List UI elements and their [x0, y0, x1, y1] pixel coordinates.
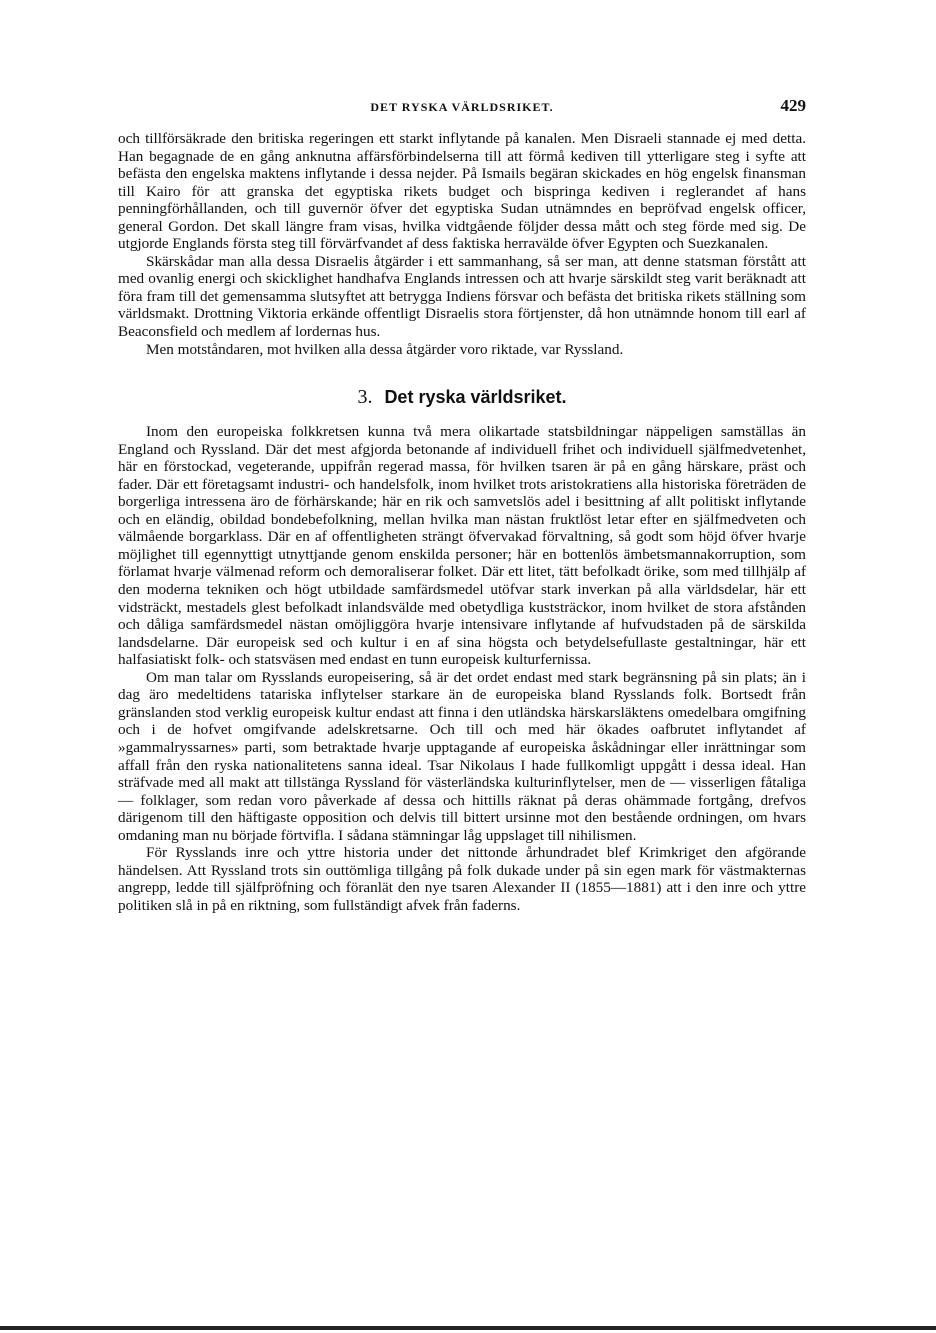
paragraph: Inom den europeiska folkkretsen kunna två mera olikartade statsbildningar näppeligen samställas än England och Ryssland. Där det mest afgjorda betonande af individuell frihet och individuell själfmedvetenhet, här en förstockad, vegeterande, uppifrån regerad massa, för hvilken tsaren är på en gång härskare, präst och fader. Där ett företagsamt industri- och handelsfolk, inom hvilket trots aristokratiens alla historiska företräden de borgerliga intressena äro de förhärskande; här en rik och samvetslös adel i besittning af allt politiskt inflytande och en eländig, obildad bondebefolkning, mellan hvilka man nästan fruktlöst letar efter en själfmedveten och välmående borgarklass. Där en af offentligheten strängt öfvervakad förvaltning, så godt som höjd öfver hvarje möjlighet till egennyttigt utnyttjande genom enskilda personer; här en bottenlös ämbetsmannakorruption, som förlamat hvarje välmenad reform och demoraliserar folket. Där ett litet, tätt befolkadt örike, som med tillhjälp af den moderna tekniken och högt utbildade samfärdsmedel utöfvar stark inverkan på alla världsdelar, här ett vidsträckt, mestadels glest befolkadt inlandsvälde med obetydliga kuststräckor, inom hvilket de stora afstånden och dåliga samfärdsmedel nästan omöjliggöra hvarje intensivare inflytande af hufvudstaden på de särskilda landsdelarne. Där europeisk sed och kultur i en af sina högsta och betydelsefullaste gestaltningar, här ett halfasiatiskt folk- och statsväsen med endast en tunn europeisk kulturfernissa.: [118, 423, 806, 669]
paragraph: och tillförsäkrade den britiska regeringen ett starkt inflytande på kanalen. Men Disraeli stannade ej med detta. Han begagnade de en gång anknutna affärsförbindelserna till att förmå kediven till ytterligare steg i syfte att befästa den engelska maktens inflytande i dessa nejder. På Ismails begäran skickades en hög engelsk finansman till Kairo för att granska det egyptiska rikets budget och bispringa kediven i reglerandet af hans penningförhållanden, och till guvernör öfver det egyptiska Sudan utnämndes en bepröfvad engelsk officer, general Gordon. Det skall längre fram visas, hvilka vidtgående följder dessa mått och steg förde med sig. De utgjorde Englands första steg till förvärfvandet af dess faktiska herravälde öfver Egypten och Suezkanalen.: [118, 130, 806, 253]
section-heading: [118, 386, 806, 409]
paragraph: Skärskådar man alla dessa Disraelis åtgärder i ett sammanhang, så ser man, att denne statsman förstått att med ovanlig energi och skicklighet handhafva Englands intressen och att hvarje särskildt steg varit beräknadt att föra fram till det gemensamma slutsyftet att betrygga Indiens försvar och befästa det britiska rikets ställning som världsmakt. Drottning Viktoria erkände offentligt Disraelis stora förtjenster, då hon utnämnde honom till earl af Beaconsfield och medlem af lordernas hus.: [118, 252, 806, 341]
page-header: [118, 96, 806, 118]
page-number: 429: [780, 96, 806, 115]
section-number: 3.: [357, 386, 373, 409]
paragraph: Om man talar om Rysslands europeisering, så är det ordet endast med stark begränsning på sin plats; än i dag äro medeltidens tatariska inflytelser starkare än de europeiska bland Rysslands folk. Bortsedt från gränslanden stod verklig europeisk kultur endast att finna i den utländska härskarsläktens omedelbara omgifning och i de hofvet omgifvande adelskretsarne. Och till och med här ökades oafbrutet inflytandet af »gammalryssarnes» parti, som betraktade hvarje upptagande af europeiska åskådningar eller inrättningar som affall från den ryska nationalitetens sanna ideal. Tsar Nikolaus I hade fullkomligt uppgått i dessa ideal. Han sträfvade med all makt att tillstänga Ryssland för västerländska kulturinflytelser, men de — visserligen fåtaliga — folklager, som redan voro påverkade af dessa och hittills räknat på deras ohämmade fortgång, drefvos därigenom till den häftigaste opposition och delvis till bittert ursinne mot den bestående ordningen, om hvars omdaning man nu började förtvifla. I sådana stämningar låg uppslaget till nihilismen.: [118, 668, 806, 844]
body-text: [118, 130, 806, 914]
page-edge-rule: [0, 1326, 936, 1330]
paragraph: Men motståndaren, mot hvilken alla dessa åtgärder voro riktade, var Ryssland.: [146, 340, 624, 358]
paragraph: För Rysslands inre och yttre historia under det nittonde århundradet blef Krimkriget den afgörande händelsen. Att Ryssland trots sin outtömliga tillgång på folk dukade under på sin egen mark för västmakternas angrepp, ledde till själfpröfning och föranlät den nye tsaren Alexander II (1855—1881) att i den inre och yttre politiken slå in på en riktning, som fullständigt afvek från faderns.: [118, 844, 806, 914]
running-head: DET RYSKA VÄRLDSRIKET.: [370, 100, 554, 114]
section-title: Det ryska världsriket.: [384, 387, 567, 408]
